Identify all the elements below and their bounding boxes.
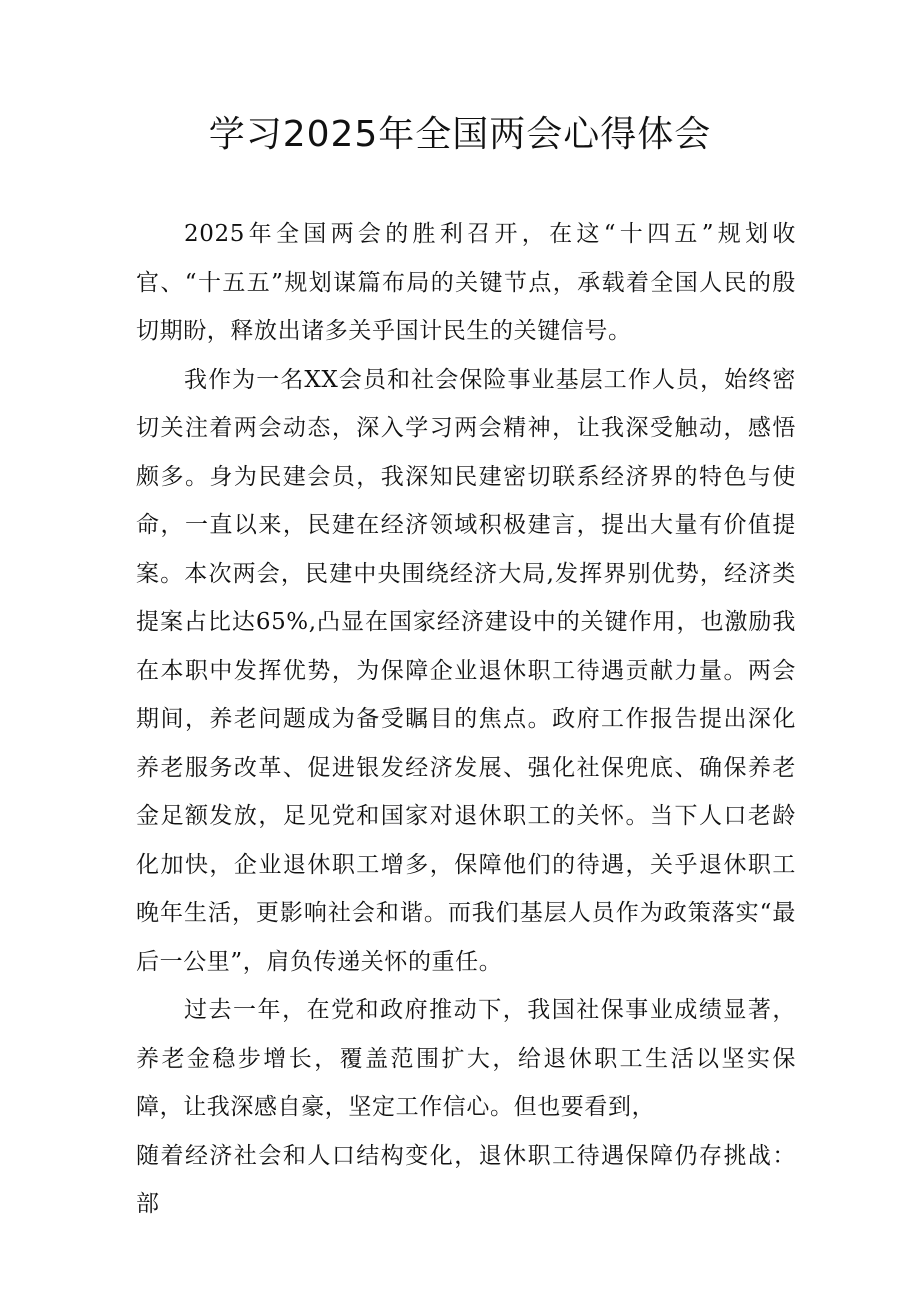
paragraph-3: 过去一年，在党和政府推动下，我国社保事业成绩显著，养老金稳步增长，覆盖范围扩大，给退休职工生活以坚实保障，让我深感自豪，坚定工作信心。但也要看到， — [136, 997, 796, 1120]
paragraph-1: 2025年全国两会的胜利召开，在这“十四五”规划收官、“十五五”规划谋篇布局的关键节点，承载着全国人民的殷切期盼，释放出诸多关乎国计民生的关键信号。 — [136, 221, 796, 344]
paragraph-2: 我作为一名XX会员和社会保险事业基层工作人员，始终密切关注着两会动态，深入学习两会精神，让我深受触动，感悟颇多。身为民建会员，我深知民建密切联系经济界的特色与使命，一直以来，民建在经济领域积极建言，提出大量有价值提案。本次两会，民建中央围绕经济大局,发挥界别优势，经济类提案占比达65%,凸显在国家经济建设中的关键作用，也激励我在本职中发挥优势，为保障企业退休职工待遇贡献力量。两会期间，养老问题成为备受瞩目的焦点。政府工作报告提出深化养老服务改革、促进银发经济发展、强化社保兜底、确保养老金足额发放，足见党和国家对退休职工的关怀。当下人口老龄化加快，企业退休职工增多，保障他们的待遇，关乎退休职工晚年生活，更影响社会和谐。而我们基层人员作为政策落实“最后一公里”，肩负传递关怀的重任。 — [136, 366, 796, 975]
document-body — [136, 210, 796, 1229]
paragraph-4: 随着经济社会和人口结构变化，退休职工待遇保障仍存挑战：部 — [136, 1142, 796, 1217]
document-title: 学习2025年全国两会心得体会 — [208, 114, 712, 155]
